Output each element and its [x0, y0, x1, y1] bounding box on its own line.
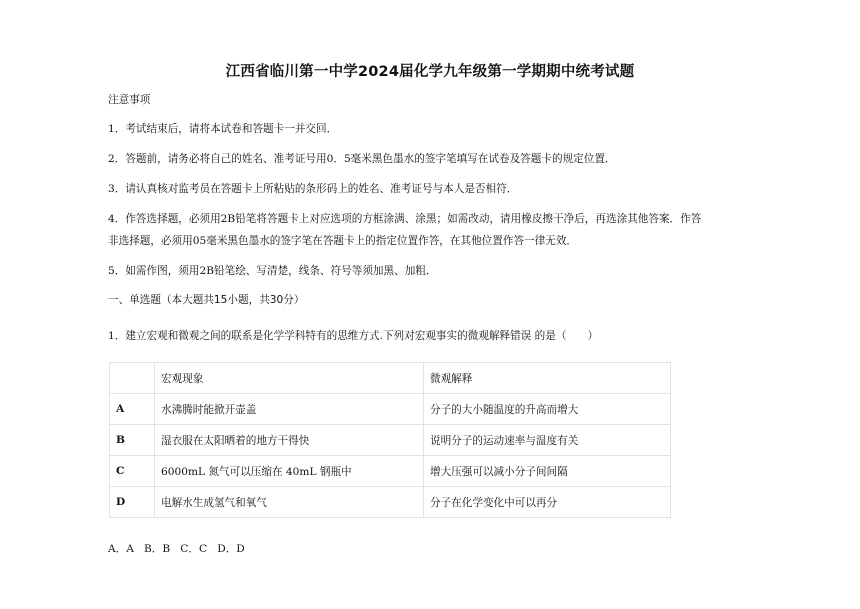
choice-a: A．A [108, 543, 134, 555]
notice-item-4-continued: 非选择题，必须用05毫米黑色墨水的签字笔在答题卡上的指定位置作答，在其他位置作答一律无效． [108, 235, 578, 247]
notice-item-3: 3．请认真核对监考员在答题卡上所粘贴的条形码上的姓名、准考证号与本人是否相符． [108, 183, 518, 195]
table-cell-phenomenon: 水沸腾时能掀开壶盖 [155, 394, 424, 425]
table-row [110, 487, 671, 518]
table-cell-explanation: 分子在化学变化中可以再分 [424, 487, 671, 518]
table-cell-explanation: 增大压强可以减小分子间间隔 [424, 456, 671, 487]
table-cell-phenomenon: 湿衣服在太阳晒着的地方干得快 [155, 425, 424, 456]
table-header-cell [110, 363, 155, 394]
notice-item-2: 2．答题前，请务必将自己的姓名、准考证号用0．5毫米黑色墨水的签字笔填写在试卷及答题卡的规定位置． [108, 153, 616, 165]
table-row [110, 456, 671, 487]
table-header-cell: 微观解释 [424, 363, 671, 394]
section-heading: 一、单选题（本大题共15小题，共30分） [108, 294, 305, 306]
table-header-cell: 宏观现象 [155, 363, 424, 394]
table-cell-explanation: 分子的大小随温度的升高而增大 [424, 394, 671, 425]
table-cell-phenomenon: 6000mL 氮气可以压缩在 40mL 钢瓶中 [155, 456, 424, 487]
notice-item-1: 1．考试结束后，请将本试卷和答题卡一并交回． [108, 123, 338, 135]
table-cell-phenomenon: 电解水生成氢气和氧气 [155, 487, 424, 518]
notice-item-4: 4．作答选择题，必须用2B铅笔将答题卡上对应选项的方框涂满、涂黑；如需改动，请用橡皮擦干净后，再选涂其他答案．作答 [108, 213, 702, 225]
table-header-row [110, 363, 671, 394]
table-cell-option: A [110, 394, 155, 425]
document-title: 江西省临川第一中学2024届化学九年级第一学期期中统考试题 [225, 64, 635, 80]
question-1-choices [108, 541, 245, 556]
table-cell-explanation: 说明分子的运动速率与温度有关 [424, 425, 671, 456]
question-1-table [109, 362, 671, 518]
table-cell-option: D [110, 487, 155, 518]
notice-item-5: 5．如需作图，须用2B铅笔绘、写清楚，线条、符号等须加黑、加粗． [108, 265, 437, 277]
choice-d: D．D [217, 543, 245, 555]
table-cell-option: C [110, 456, 155, 487]
notice-heading: 注意事项 [108, 94, 151, 106]
table-row [110, 425, 671, 456]
table-row [110, 394, 671, 425]
choice-c: C．C [180, 543, 208, 555]
choice-b: B．B [144, 543, 171, 555]
question-1-stem: 1．建立宏观和微观之间的联系是化学学科特有的思维方式.下列对宏观事实的微观解释错误 的是（ ） [108, 330, 599, 342]
table-cell-option: B [110, 425, 155, 456]
